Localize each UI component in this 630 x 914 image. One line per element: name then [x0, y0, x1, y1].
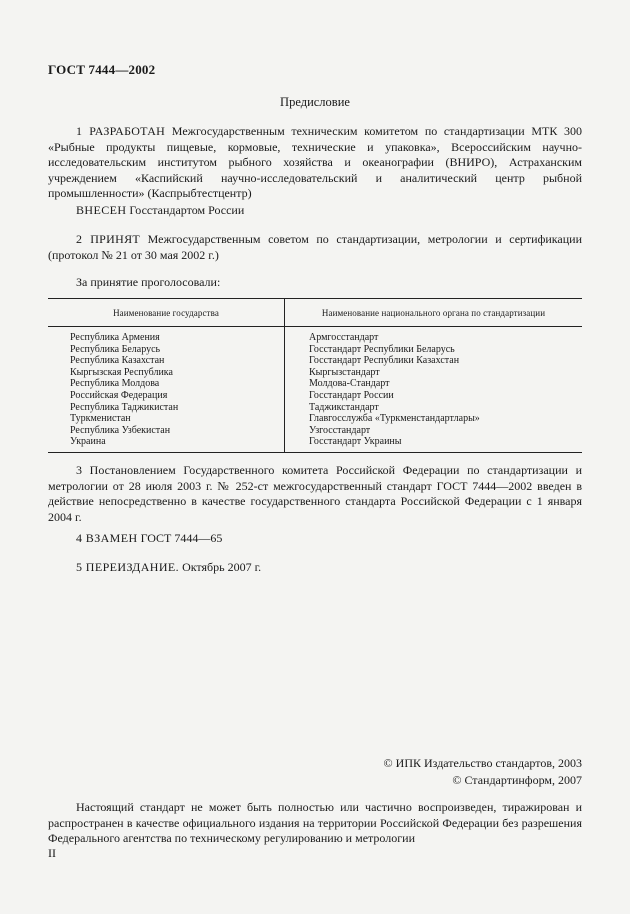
- paragraph-1: [48, 124, 582, 202]
- vnesen-lead: ВНЕСЕН: [76, 203, 127, 217]
- table-cell-body: Госстандарт Украины: [309, 436, 402, 448]
- table-cell-body: Армгосстандарт: [309, 332, 379, 343]
- table-cell-body: Узгосстандарт: [309, 424, 371, 436]
- vnesen-text: Госстандартом России: [126, 203, 245, 217]
- table-cell-state: Российская Федерация: [70, 389, 168, 401]
- bodies-column: [285, 327, 583, 453]
- table-cell-body: Кыргызстандарт: [309, 366, 380, 378]
- table-cell-body: Госстандарт Республики Казахстан: [309, 355, 460, 367]
- table-cell-state: Украина: [70, 436, 106, 448]
- table-cell-state: Республика Армения: [70, 332, 160, 343]
- paragraph-2: [48, 232, 582, 263]
- states-column: [48, 327, 285, 453]
- paragraph-5-text: Октябрь 2007 г.: [179, 560, 262, 574]
- paragraph-5-lead: 5 ПЕРЕИЗДАНИЕ.: [76, 560, 180, 574]
- table-cell-body: Главгосслужба «Туркменстандартлары»: [309, 413, 480, 425]
- table-cell-state: Республика Молдова: [70, 378, 160, 390]
- table-header-state: Наименование государства: [48, 299, 285, 327]
- vote-label: За принятие проголосовали:: [76, 275, 221, 289]
- page-number: II: [48, 846, 56, 860]
- section-title: Предисловие: [280, 95, 350, 109]
- table-header-body: Наименование национального органа по стандартизации: [285, 299, 583, 327]
- table-cell-state: Республика Казахстан: [70, 355, 165, 367]
- copyright-ipk: © ИПК Издательство стандартов, 2003: [383, 756, 582, 770]
- paragraph-4-lead: 4 ВЗАМЕН: [76, 531, 138, 545]
- table-cell-body: Таджикстандарт: [309, 401, 379, 413]
- paragraph-2-lead: 2 ПРИНЯТ: [76, 232, 141, 246]
- paragraph-1-text: Межгосударственным техническим комитетом по стандартизации МТК 300 «Рыбные продукты пищевые, кормовые, технические и упаковка», Всероссийским научно-исследовательским институтом рыбного хозяйства и океанографии (ВНИРО), Астраханским учреждением «Каспийский научно-исследовательский и аналитический центр рыбной промышленности» (Каспрыбтестцентр): [48, 124, 582, 200]
- vnesen-line: [76, 203, 244, 218]
- table-cell-body: Госстандарт Республики Беларусь: [309, 343, 455, 355]
- paragraph-4-text: ГОСТ 7444—65: [137, 531, 223, 545]
- copyright-standartinform: © Стандартинформ, 2007: [452, 773, 582, 787]
- document-header: ГОСТ 7444—2002: [48, 62, 156, 77]
- table-cell-state: Туркменистан: [70, 413, 131, 425]
- table-cell-body: Госстандарт России: [309, 389, 394, 401]
- table-header-row: [48, 299, 582, 327]
- paragraph-5: [76, 560, 261, 575]
- table-cell-body: Молдова-Стандарт: [309, 378, 390, 390]
- paragraph-2-text: Межгосударственным советом по стандартизации, метрологии и сертификации (протокол № 21 от 30 мая 2002 г.): [48, 232, 583, 262]
- table-cell-state: Кыргызская Республика: [70, 366, 173, 378]
- paragraph-4: [76, 531, 222, 546]
- paragraph-3: 3 Постановлением Государственного комитета Российской Федерации по стандартизации и метрологии от 28 июля 2003 г. № 252-ст межгосударственный стандарт ГОСТ 7444—2002 введен в действие непосредственно в качестве государственного стандарта Российской Федерации с 1 января 2004 г.: [48, 463, 582, 524]
- table-body-row: [48, 327, 582, 453]
- paragraph-1-lead: 1 РАЗРАБОТАН: [76, 124, 166, 138]
- states-table: [48, 298, 582, 453]
- table-cell-state: Республика Таджикистан: [70, 401, 179, 413]
- reproduction-notice: Настоящий стандарт не может быть полностью или частично воспроизведен, тиражирован и распространен в качестве официального издания на территории Российской Федерации без разрешения Федерального агентства по техническому регулированию и метрологии: [48, 800, 582, 845]
- table-cell-state: Республика Беларусь: [70, 343, 161, 355]
- table-cell-state: Республика Узбекистан: [70, 424, 171, 436]
